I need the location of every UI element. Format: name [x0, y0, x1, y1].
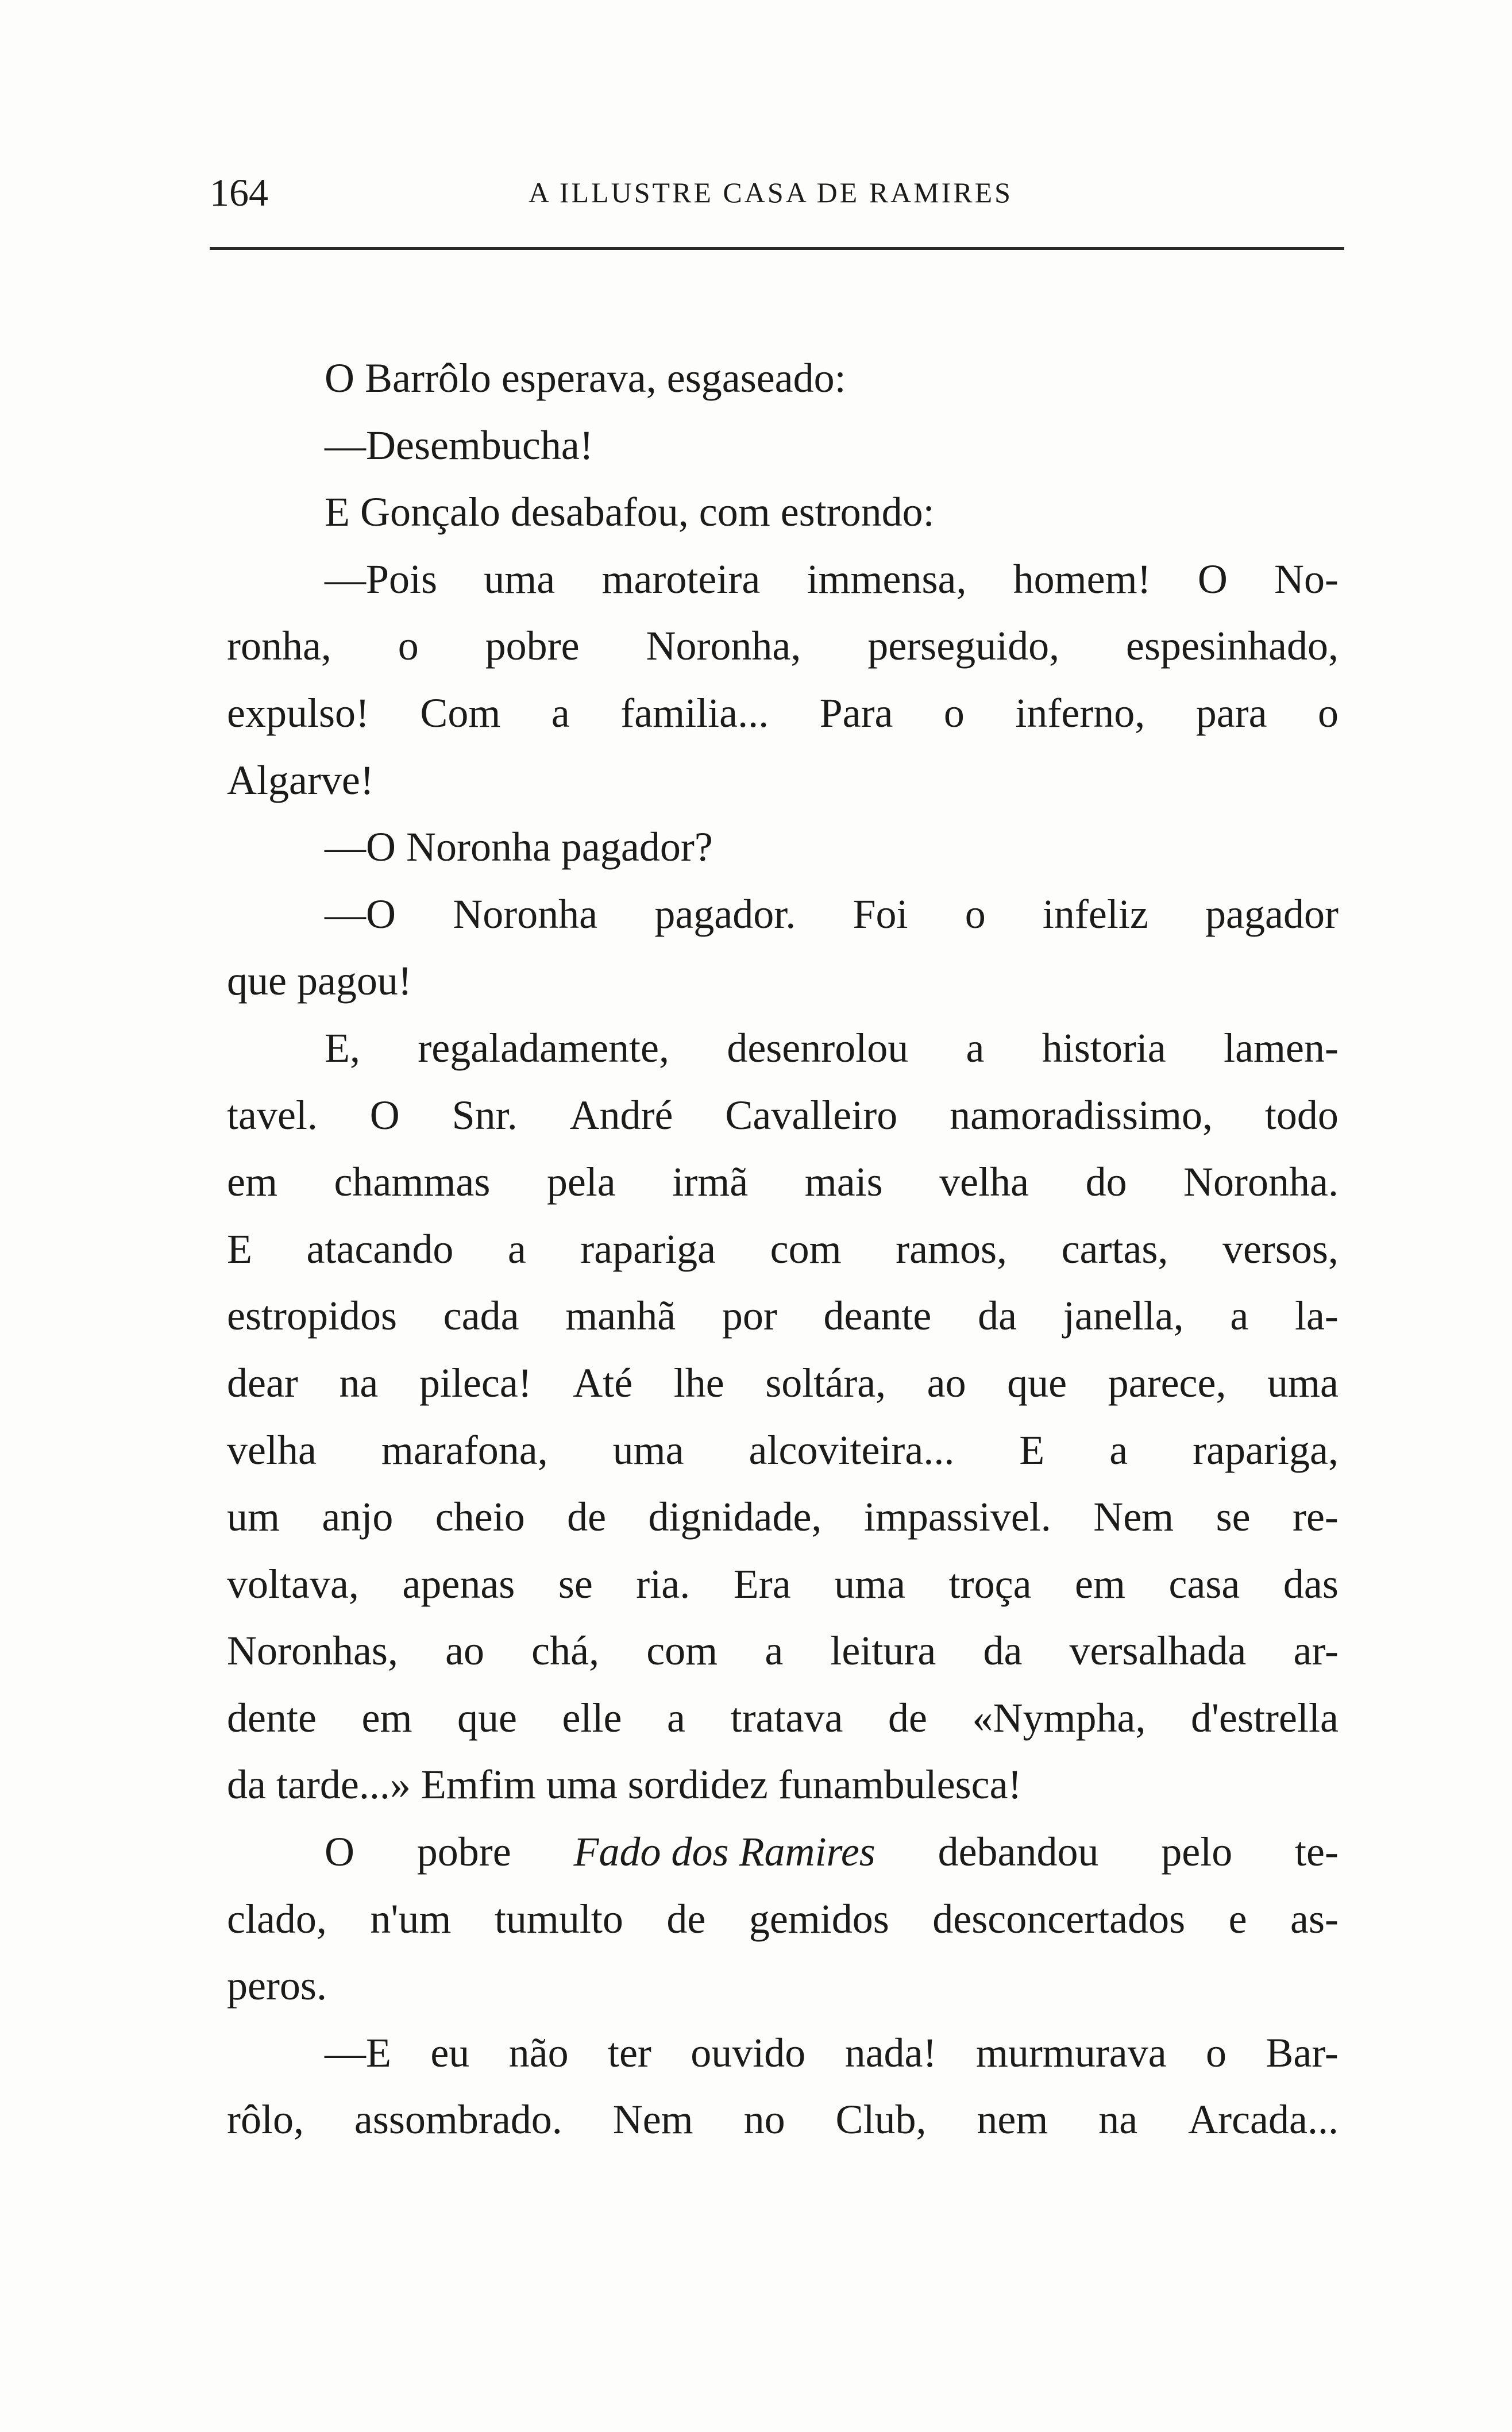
- text-line: [227, 1886, 1339, 1953]
- text-word: a: [1230, 1293, 1249, 1339]
- text-word: tratava: [730, 1694, 843, 1741]
- text-word: pagador: [1205, 891, 1339, 937]
- text-word: ouvido: [691, 2029, 806, 2076]
- text-word: Foi: [853, 891, 908, 937]
- text-word: versos,: [1222, 1225, 1339, 1272]
- text-word: cheio: [435, 1494, 525, 1540]
- text-word: —E: [325, 2029, 391, 2076]
- text-word: O: [1197, 556, 1228, 602]
- text-word: ramos,: [896, 1225, 1008, 1272]
- text-word: troça: [948, 1560, 1032, 1607]
- text-word: na: [1098, 2096, 1138, 2143]
- text-word: que: [457, 1694, 517, 1741]
- text-word: namoradissimo,: [950, 1092, 1213, 1138]
- text-word: pela: [546, 1159, 616, 1205]
- text-word: Noronhas,: [227, 1628, 398, 1674]
- text-word: impassivel.: [863, 1494, 1051, 1540]
- text-word: de: [567, 1494, 607, 1540]
- text-word: deante: [823, 1293, 932, 1339]
- text-word: se: [1216, 1494, 1251, 1540]
- text-word: um: [227, 1494, 280, 1540]
- text-word: debandou: [938, 1829, 1099, 1875]
- text-word: «Nympha,: [972, 1694, 1146, 1741]
- text-word: Algarve!: [227, 757, 374, 803]
- text-word: Até: [573, 1359, 633, 1406]
- text-word: rapariga: [580, 1225, 716, 1272]
- text-word: ter: [607, 2029, 651, 2076]
- text-word: maroteira: [601, 556, 761, 602]
- header-rule: [210, 247, 1344, 250]
- text-word: atacando: [306, 1225, 454, 1272]
- text-word: dear: [227, 1359, 298, 1406]
- text-word: —O: [325, 891, 396, 937]
- text-word: tumulto: [494, 1895, 623, 1942]
- text-word: Noronha: [453, 891, 598, 937]
- text-word: familia...: [620, 689, 769, 736]
- text-word: regaladamente,: [418, 1024, 670, 1071]
- text-word: a: [507, 1225, 526, 1272]
- text-line: [227, 1751, 1339, 1818]
- text-word: a: [551, 689, 570, 736]
- text-line: [227, 881, 1339, 948]
- text-line: [227, 479, 1339, 546]
- text-word: André: [569, 1092, 673, 1138]
- text-line: [227, 747, 1339, 814]
- text-word: elle: [562, 1694, 622, 1741]
- text-word: nada!: [844, 2029, 937, 2076]
- text-word: lhe: [673, 1359, 724, 1406]
- text-word: murmurava: [975, 2029, 1167, 2076]
- text-word: anjo: [322, 1494, 394, 1540]
- text-word: leitura: [830, 1628, 936, 1674]
- text-word: Com: [420, 689, 501, 736]
- text-word: espesinhado,: [1126, 623, 1339, 669]
- text-word: em: [227, 1159, 277, 1205]
- text-word: casa: [1168, 1560, 1240, 1607]
- text-word: peros.: [227, 1963, 327, 2009]
- text-word: as-: [1290, 1895, 1339, 1942]
- text-word: pileca!: [419, 1359, 532, 1406]
- text-word: E: [227, 1225, 252, 1272]
- text-word: irmã: [672, 1159, 749, 1205]
- text-word: de: [888, 1694, 927, 1741]
- text-word: lamen-: [1224, 1024, 1339, 1071]
- text-word: clado,: [227, 1895, 327, 1942]
- text-word: Club,: [835, 2096, 927, 2143]
- text-word: pobre: [485, 623, 580, 669]
- text-line: [227, 1617, 1339, 1685]
- text-word: da: [983, 1628, 1023, 1674]
- text-word: uma: [834, 1560, 906, 1607]
- text-word: a: [1109, 1427, 1128, 1473]
- body-text: [227, 345, 1339, 2153]
- text-word: pelo: [1161, 1829, 1233, 1875]
- running-title: A ILLUSTRE CASA DE RAMIRES: [529, 176, 1013, 209]
- text-word: dignidade,: [648, 1494, 822, 1540]
- text-word: no: [743, 2096, 785, 2143]
- text-word: estropidos: [227, 1293, 397, 1339]
- text-word: la-: [1294, 1293, 1339, 1339]
- text-word: tavel.: [227, 1092, 318, 1138]
- text-word: O: [369, 1092, 400, 1138]
- text-line: [227, 1818, 1339, 1886]
- text-line: [227, 947, 1339, 1015]
- text-line: [227, 1417, 1339, 1484]
- page-number: 164: [210, 171, 268, 214]
- text-word: com: [646, 1628, 718, 1674]
- text-word: e: [1228, 1895, 1247, 1942]
- text-word: perseguido,: [867, 623, 1060, 669]
- text-word: o: [965, 891, 986, 937]
- text-word: em: [1075, 1560, 1125, 1607]
- text-word: E Gonçalo desabafou, com estrondo:: [325, 489, 935, 535]
- text-word: n'um: [370, 1895, 452, 1942]
- text-word: ronha,: [227, 623, 331, 669]
- text-word: de: [666, 1895, 706, 1942]
- text-word: o: [943, 689, 965, 736]
- text-word: desenrolou: [727, 1024, 909, 1071]
- text-word: alcoviteira...: [749, 1427, 955, 1473]
- text-word: infeliz: [1042, 891, 1148, 937]
- text-word: dente: [227, 1694, 317, 1741]
- text-word: Noronha,: [646, 623, 801, 669]
- text-word: Cavalleiro: [725, 1092, 898, 1138]
- text-word: manhã: [565, 1293, 676, 1339]
- running-header: [210, 167, 1344, 218]
- text-word: assombrado.: [354, 2096, 562, 2143]
- text-word: velha: [939, 1159, 1029, 1205]
- text-word: uma: [1267, 1359, 1339, 1406]
- text-word: eu: [430, 2029, 470, 2076]
- text-word: a: [765, 1628, 784, 1674]
- text-word: immensa,: [807, 556, 967, 602]
- text-line: [227, 345, 1339, 412]
- text-line: [227, 1282, 1339, 1350]
- text-word: Era: [733, 1560, 791, 1607]
- text-line: [227, 546, 1339, 613]
- text-word: E,: [325, 1024, 360, 1071]
- text-word: mais: [804, 1159, 883, 1205]
- text-line: [227, 680, 1339, 747]
- text-line: [227, 1015, 1339, 1082]
- text-word: cartas,: [1061, 1225, 1168, 1272]
- text-word: da tarde...» Emfim uma sordidez funambulesca!: [227, 1762, 1022, 1808]
- text-word: velha: [227, 1427, 317, 1473]
- text-word: em: [361, 1694, 412, 1741]
- text-line: [227, 1216, 1339, 1283]
- text-word: se: [558, 1560, 593, 1607]
- text-word: janella,: [1063, 1293, 1184, 1339]
- text-line: [227, 814, 1339, 881]
- text-word: ria.: [636, 1560, 691, 1607]
- text-word: Nem: [612, 2096, 693, 2143]
- text-word: No-: [1274, 556, 1339, 602]
- text-word: do: [1085, 1159, 1127, 1205]
- text-word: re-: [1292, 1494, 1339, 1540]
- text-word: o: [1318, 689, 1339, 736]
- text-word: d'estrella: [1191, 1694, 1339, 1741]
- text-word: Snr.: [452, 1092, 518, 1138]
- text-word: gemidos: [749, 1895, 889, 1942]
- text-word: Bar-: [1266, 2029, 1339, 2076]
- text-line: [227, 1148, 1339, 1216]
- text-word: versalhada: [1069, 1628, 1247, 1674]
- text-line: [227, 412, 1339, 479]
- text-word: Arcada...: [1188, 2096, 1339, 2143]
- text-word: voltava,: [227, 1560, 359, 1607]
- text-word: Noronha.: [1183, 1159, 1339, 1205]
- text-word: a: [667, 1694, 685, 1741]
- text-line: [227, 612, 1339, 680]
- text-word: historia: [1042, 1024, 1166, 1071]
- text-word: cada: [443, 1293, 519, 1339]
- text-word: ar-: [1293, 1628, 1339, 1674]
- text-word: uma: [484, 556, 556, 602]
- text-word: que pagou!: [227, 958, 412, 1004]
- text-word: o: [1206, 2029, 1227, 2076]
- text-line: [227, 1685, 1339, 1752]
- text-word: o: [398, 623, 419, 669]
- text-word: pobre: [416, 1829, 511, 1875]
- text-line: [227, 1952, 1339, 2019]
- text-word: nem: [977, 2096, 1048, 2143]
- text-word: parece,: [1108, 1359, 1226, 1406]
- text-word: inferno,: [1015, 689, 1145, 736]
- text-line: [227, 1483, 1339, 1551]
- text-word: das: [1283, 1560, 1339, 1607]
- text-word: desconcertados: [932, 1895, 1186, 1942]
- text-word: todo: [1264, 1092, 1339, 1138]
- text-word: —Desembucha!: [325, 422, 593, 468]
- text-word: uma: [612, 1427, 684, 1473]
- text-word: rôlo,: [227, 2096, 304, 2143]
- text-word: O Barrôlo esperava, esgaseado:: [325, 355, 846, 401]
- text-line: [227, 1350, 1339, 1417]
- text-word: marafona,: [381, 1427, 548, 1473]
- text-word: ao: [927, 1359, 966, 1406]
- text-word: expulso!: [227, 689, 369, 736]
- text-word: da: [978, 1293, 1017, 1339]
- text-word: Para: [819, 689, 893, 736]
- text-word: Fado dos Ramires: [573, 1829, 875, 1875]
- text-word: E: [1019, 1427, 1045, 1473]
- text-word: soltára,: [765, 1359, 886, 1406]
- text-word: homem!: [1013, 556, 1151, 602]
- text-word: apenas: [402, 1560, 515, 1607]
- text-word: chá,: [531, 1628, 600, 1674]
- text-word: Nem: [1093, 1494, 1174, 1540]
- text-word: rapariga,: [1193, 1427, 1339, 1473]
- text-line: [227, 1551, 1339, 1618]
- text-line: [227, 2086, 1339, 2153]
- text-word: —Pois: [325, 556, 438, 602]
- text-word: que: [1007, 1359, 1067, 1406]
- text-word: te-: [1295, 1829, 1339, 1875]
- text-word: ao: [445, 1628, 485, 1674]
- text-word: —O Noronha pagador?: [325, 824, 713, 870]
- text-word: na: [339, 1359, 379, 1406]
- text-word: por: [722, 1293, 777, 1339]
- text-word: O: [325, 1829, 354, 1875]
- text-word: pagador.: [654, 891, 796, 937]
- text-line: [227, 2019, 1339, 2087]
- text-word: a: [966, 1024, 985, 1071]
- text-word: não: [508, 2029, 569, 2076]
- text-line: [227, 1082, 1339, 1149]
- text-word: chammas: [334, 1159, 491, 1205]
- text-word: para: [1195, 689, 1267, 736]
- text-word: com: [770, 1225, 842, 1272]
